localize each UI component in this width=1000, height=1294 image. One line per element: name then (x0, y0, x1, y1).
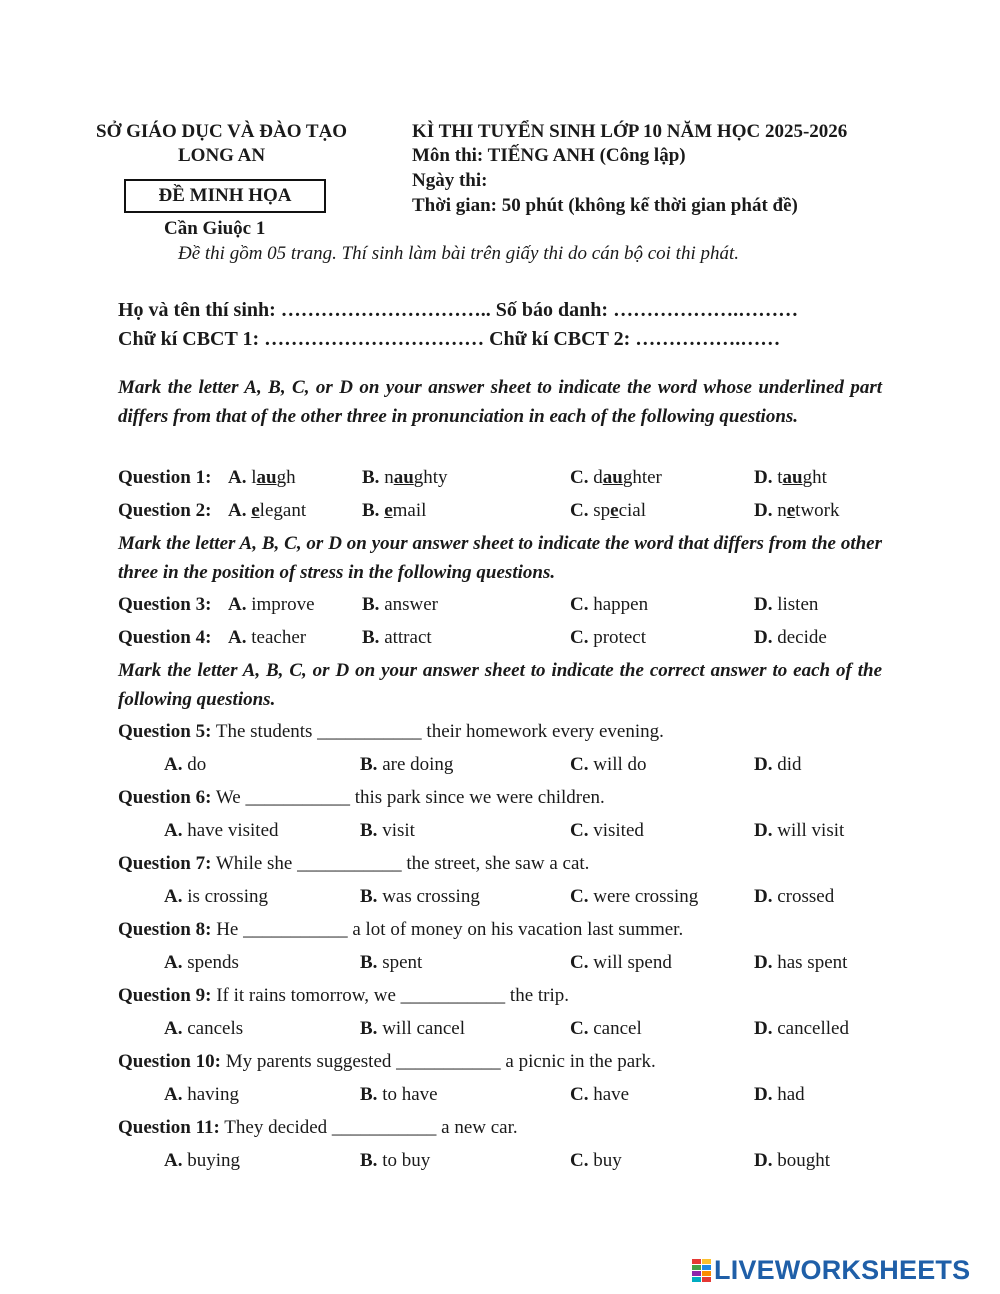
q3-option-c[interactable]: C. happen (570, 594, 649, 615)
q3-option-b[interactable]: B. answer (362, 594, 438, 615)
question-8 (118, 918, 683, 942)
q4-option-a[interactable]: A. teacher (228, 627, 307, 648)
question-label: Question 7: (118, 853, 212, 874)
question-label: Question 6: (118, 787, 212, 808)
proctor-signature-line: Chữ kí CBCT 1: …………………………… Chữ kí CBCT 2: …………….…… (118, 328, 781, 350)
liveworksheets-logo (692, 1253, 970, 1287)
q9-option-b[interactable]: B. will cancel (360, 1018, 466, 1039)
exam-duration: Thời gian: 50 phút (không kể thời gian phát đề) (412, 195, 798, 216)
q5-option-b[interactable]: B. are doing (360, 754, 454, 775)
question-4 (118, 626, 211, 650)
question-label: Question 1: (118, 467, 212, 488)
q10-option-c[interactable]: C. have (570, 1084, 630, 1105)
q3-option-d[interactable]: D. listen (754, 594, 819, 615)
exam-date: Ngày thi: (412, 170, 488, 191)
q2-option-d[interactable]: D. network (754, 500, 840, 521)
q9-option-a[interactable]: A. cancels (164, 1018, 244, 1039)
exam-subject: Môn thi: TIẾNG ANH (Công lập) (412, 145, 686, 166)
q8-option-d[interactable]: D. has spent (754, 952, 848, 973)
question-label: Question 8: (118, 919, 212, 940)
q1-option-b[interactable]: B. naughty (362, 467, 448, 488)
logo-text: LIVEWORKSHEETS (714, 1254, 971, 1285)
question-stem: The students ___________ their homework every evening. (215, 721, 664, 742)
q8-option-b[interactable]: B. spent (360, 952, 423, 973)
q7-option-c[interactable]: C. were crossing (570, 886, 699, 907)
exam-note: Đề thi gồm 05 trang. Thí sinh làm bài trên giấy thi do cán bộ coi thi phát. (178, 243, 740, 264)
question-stem: He ___________ a lot of money on his vacation last summer. (216, 919, 684, 940)
question-label: Question 2: (118, 500, 212, 521)
q3-option-a[interactable]: A. improve (228, 594, 315, 615)
q10-option-b[interactable]: B. to have (360, 1084, 438, 1105)
candidate-name-line: Họ và tên thí sinh: ………………………….. Số báo danh: ……………….……… (118, 299, 799, 321)
question-stem: They decided ___________ a new car. (224, 1117, 518, 1138)
q5-option-a[interactable]: A. do (164, 754, 207, 775)
q9-option-c[interactable]: C. cancel (570, 1018, 642, 1039)
q6-option-b[interactable]: B. visit (360, 820, 415, 841)
question-stem: If it rains tomorrow, we ___________ the trip. (216, 985, 570, 1006)
logo-icon (692, 1257, 712, 1283)
question-1 (118, 466, 211, 490)
question-label: Question 9: (118, 985, 212, 1006)
instruction-stress: Mark the letter A, B, C, or D on your answer sheet to indicate the word that differs from the other three in the position of stress in the following questions. (118, 533, 882, 583)
q7-option-b[interactable]: B. was crossing (360, 886, 480, 907)
instruction-pronunciation: Mark the letter A, B, C, or D on your answer sheet to indicate the word whose underlined part differs from that of the other three in pronunciation in each of the following questions. (118, 377, 882, 427)
q2-option-a[interactable]: A. elegant (228, 500, 307, 521)
instruction-grammar: Mark the letter A, B, C, or D on your answer sheet to indicate the correct answer to each of the following questions. (118, 660, 882, 710)
q5-option-d[interactable]: D. did (754, 754, 802, 775)
question-2 (118, 499, 211, 523)
q4-option-c[interactable]: C. protect (570, 627, 646, 648)
sample-exam-box: ĐỀ MINH HỌA (124, 179, 326, 213)
q2-option-c[interactable]: C. special (570, 500, 647, 521)
school-name: Cần Giuộc 1 (164, 218, 266, 239)
q2-option-b[interactable]: B. email (362, 500, 427, 521)
question-label: Question 3: (118, 594, 212, 615)
q9-option-d[interactable]: D. cancelled (754, 1018, 849, 1039)
q5-option-c[interactable]: C. will do (570, 754, 647, 775)
q10-option-d[interactable]: D. had (754, 1084, 805, 1105)
question-11 (118, 1116, 518, 1140)
question-5 (118, 720, 664, 744)
department-name: SỞ GIÁO DỤC VÀ ĐÀO TẠO (96, 121, 348, 142)
question-stem: We ___________ this park since we were children. (215, 787, 605, 808)
q8-option-c[interactable]: C. will spend (570, 952, 672, 973)
q1-option-c[interactable]: C. daughter (570, 467, 662, 488)
q11-option-c[interactable]: C. buy (570, 1150, 622, 1171)
question-3 (118, 593, 211, 617)
province-name: LONG AN (178, 145, 266, 166)
q6-option-d[interactable]: D. will visit (754, 820, 845, 841)
exam-title: KÌ THI TUYỂN SINH LỚP 10 NĂM HỌC 2025-2026 (412, 121, 848, 142)
question-6 (118, 786, 605, 810)
question-label: Question 4: (118, 627, 212, 648)
q1-option-a[interactable]: A. laugh (228, 467, 296, 488)
q11-option-d[interactable]: D. bought (754, 1150, 831, 1171)
question-stem: My parents suggested ___________ a picnic in the park. (225, 1051, 656, 1072)
question-stem: While she ___________ the street, she saw a cat. (215, 853, 590, 874)
q7-option-a[interactable]: A. is crossing (164, 886, 268, 907)
question-label: Question 11: (118, 1117, 220, 1138)
q6-option-c[interactable]: C. visited (570, 820, 644, 841)
q4-option-b[interactable]: B. attract (362, 627, 432, 648)
q8-option-a[interactable]: A. spends (164, 952, 239, 973)
question-7 (118, 852, 589, 876)
q7-option-d[interactable]: D. crossed (754, 886, 835, 907)
q11-option-b[interactable]: B. to buy (360, 1150, 431, 1171)
q11-option-a[interactable]: A. buying (164, 1150, 241, 1171)
question-9 (118, 984, 569, 1008)
q4-option-d[interactable]: D. decide (754, 627, 827, 648)
question-10 (118, 1050, 656, 1074)
question-label: Question 5: (118, 721, 212, 742)
q6-option-a[interactable]: A. have visited (164, 820, 279, 841)
question-label: Question 10: (118, 1051, 221, 1072)
q1-option-d[interactable]: D. taught (754, 467, 827, 488)
q10-option-a[interactable]: A. having (164, 1084, 239, 1105)
